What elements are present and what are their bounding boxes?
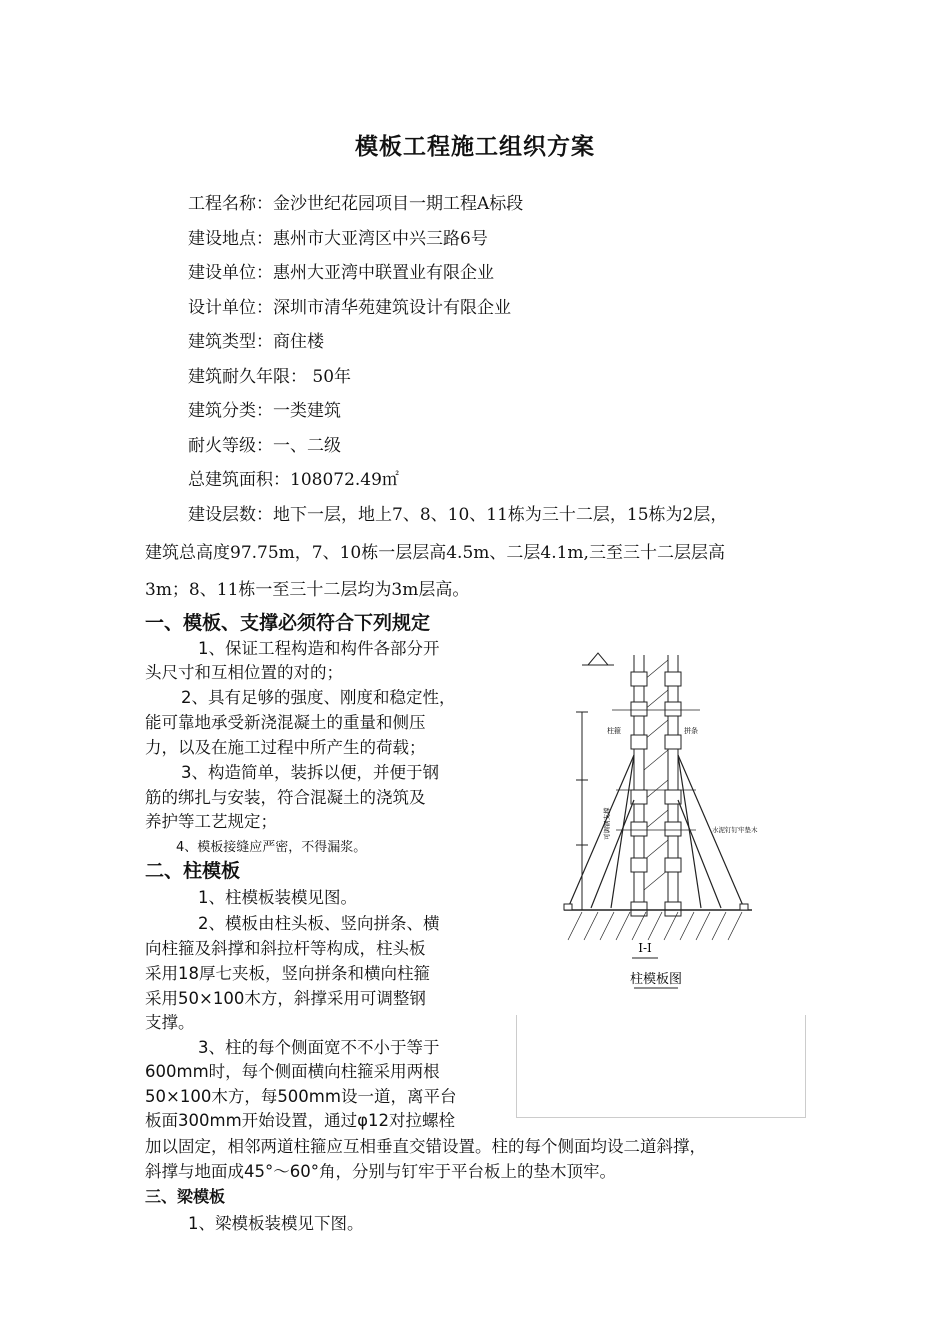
figure-frame: [516, 1015, 806, 1118]
section-2-heading: 二、柱模板: [145, 860, 241, 882]
s2-line: 600mm时，每个侧面横向柱箍采用两根: [145, 1062, 440, 1081]
s1-line: 3、构造简单，装拆以便，并便于钢: [181, 763, 439, 782]
s2-line: 采用18厚七夹板，竖向拼条和横向柱箍: [145, 964, 430, 983]
s2-line: 2、模板由柱头板、竖向拼条、横: [198, 914, 440, 933]
s2-line: 3、柱的每个侧面宽不不小于等于: [198, 1038, 440, 1057]
info-fire-rating: 耐火等级：一、二级: [188, 436, 341, 456]
figure-label-strip: 拼条: [684, 727, 698, 735]
s1-line: 力，以及在施工过程中所产生的荷载；: [145, 738, 426, 757]
s2-line: 采用50×100木方，斜撑采用可调整钢: [145, 989, 426, 1008]
info-designer: 设计单位：深圳市清华苑建筑设计有限企业: [188, 298, 511, 318]
s2-line: 1、柱模板装模见图。: [198, 888, 357, 907]
level-marker-icon: [588, 653, 608, 665]
info-category: 建筑分类：一类建筑: [188, 401, 341, 421]
s1-line: 头尺寸和互相位置的对的；: [145, 663, 343, 682]
s2-line: 板面300mm开始设置，通过φ12对拉螺栓: [145, 1111, 456, 1130]
info-project-name: 工程名称：金沙世纪花园项目一期工程A标段: [188, 194, 524, 214]
s2-line: 支撑。: [145, 1013, 195, 1032]
column-formwork-diagram: [516, 640, 804, 1018]
info-total-area: 总建筑面积：108072.49㎡: [188, 470, 399, 490]
figure-caption: 柱模板图: [629, 972, 683, 987]
s2-line: 50×100木方，每500mm设一道，离平台: [145, 1087, 457, 1106]
s2-full-line: 斜撑与地面成45°～60°角，分别与钉牢于平台板上的垫木顶牢。: [145, 1162, 616, 1181]
s2-line: 向柱箍及斜撑和斜拉杆等构成，柱头板: [145, 939, 426, 958]
s3-line: 1、梁模板装模见下图。: [188, 1214, 364, 1233]
s1-line: 养护等工艺规定；: [145, 812, 277, 831]
info-durability: 建筑耐久年限： 50年: [188, 367, 352, 387]
s1-small-line: 4、模板接缝应严密，不得漏浆。: [176, 840, 367, 855]
s1-line: 2、具有足够的强度、刚度和稳定性，: [181, 688, 456, 707]
s1-line: 1、保证工程构造和构件各部分开: [198, 639, 440, 658]
section-1-heading: 一、模板、支撑必须符合下列规定: [145, 612, 431, 634]
document-title: 模板工程施工组织方案: [355, 134, 595, 160]
floors-line-1: 建设层数：地下一层，地上7、8、10、11栋为三十二层，15栋为2层，: [188, 505, 728, 525]
s1-line: 能可靠地承受新浇混凝土的重量和侧压: [145, 713, 426, 732]
figure-label-pad: 水泥钉钉牢垫木: [712, 826, 758, 834]
floors-line-2: 建筑总高度97.75m，7、10栋一层层高4.5m、二层4.1m,三至三十二层层高: [145, 543, 725, 563]
info-developer: 建设单位：惠州大亚湾中联置业有限企业: [188, 263, 494, 283]
info-building-type: 建筑类型：商住楼: [188, 332, 324, 352]
info-location: 建设地点：惠州市大亚湾区中兴三路6号: [188, 229, 488, 249]
figure-label-hoop: 柱箍: [607, 727, 621, 735]
figure-label-brace: 可调钢支撑: [603, 807, 611, 840]
s2-full-line: 加以固定，相邻两道柱箍应互相垂直交错设置。柱的每个侧面均设二道斜撑，: [145, 1137, 706, 1156]
s1-line: 筋的绑扎与安装，符合混凝土的浇筑及: [145, 788, 426, 807]
section-3-heading: 三、梁模板: [145, 1187, 226, 1206]
column-formwork-figure: [516, 640, 804, 1018]
floors-line-3: 3m；8、11栋一至三十二层均为3m层高。: [145, 580, 470, 600]
figure-section-mark: I-I: [638, 941, 652, 955]
